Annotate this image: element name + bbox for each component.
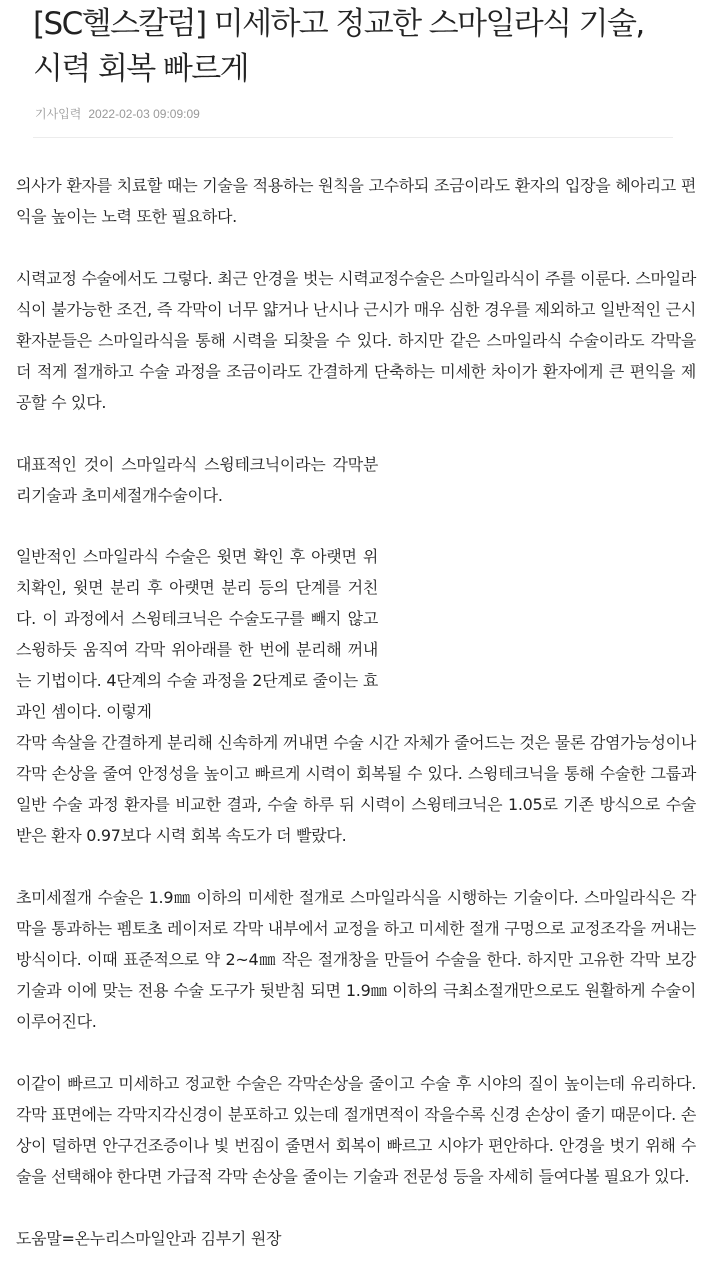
article-credit: 도움말=온누리스마일안과 김부기 원장 [16,1229,282,1248]
article-title: [SC헬스칼럼] 미세하고 정교한 스마일라식 기술, 시력 회복 빠르게 [33,6,644,87]
article-meta [35,105,200,122]
date-value: 2022-02-03 09:09:09 [88,107,200,121]
paragraph: 대표적인 것이 스마일라식 스윙테크닉이라는 각막분리기술과 초미세절개수술이다. [16,455,378,505]
title-divider [33,137,673,138]
paragraph: 이같이 빠르고 미세하고 정교한 수술은 각막손상을 줄이고 수술 후 시야의 질이 높이는데 유리하다. 각막 표면에는 각막지각신경이 분포하고 있는데 절개면적이 작을수록 신경 손상이 줄기 때문이다. 손상이 덜하면 안구건조증이나 빛 번짐이 줄면서 회복이 빠르고 시야가 편안하다. 안경을 벗기 위해 수술을 선택해야 한다면 가급적 각막 손상을 줄이는 기술과 전문성 등을 자세히 들여다볼 필요가 있다. [16,1074,696,1186]
paragraph: 의사가 환자를 치료할 때는 기술을 적용하는 원칙을 고수하되 조금이라도 환자의 입장을 헤아리고 편익을 높이는 노력 또한 필요하다. [16,176,696,226]
paragraph: 각막 속살을 간결하게 분리해 신속하게 꺼내면 수술 시간 자체가 줄어드는 것은 물론 감염가능성이나 각막 손상을 줄여 안정성을 높이고 빠르게 시력이 회복될 수 있다. 스윙테크닉을 통해 수술한 그룹과 일반 수술 과정 환자를 비교한 결과, 수술 하루 뒤 시력이 스윙테크닉은 1.05로 기존 방식으로 수술 받은 환자 0.97보다 시력 회복 속도가 더 빨랐다. [16,733,696,845]
date-label: 기사입력 [35,107,82,121]
paragraph: 초미세절개 수술은 1.9㎜ 이하의 미세한 절개로 스마일라식을 시행하는 기술이다. 스마일라식은 각막을 통과하는 펨토초 레이저로 각막 내부에서 교정을 하고 미세한 절개 구멍으로 교정조각을 꺼내는 방식이다. 이때 표준적으로 약 2~4㎜ 작은 절개창을 만들어 수술을 한다. 하지만 고유한 각막 보강 기술과 이에 맞는 전용 수술 도구가 뒷받침 되면 1.9㎜ 이하의 극최소절개만으로도 원활하게 수술이 이루어진다. [16,888,696,1031]
paragraph: 시력교정 수술에서도 그렇다. 최근 안경을 벗는 시력교정수술은 스마일라식이 주를 이룬다. 스마일라식이 불가능한 조건, 즉 각막이 너무 얇거나 난시나 근시가 매우 심한 경우를 제외하고 일반적인 근시환자분들은 스마일라식을 통해 시력을 되찾을 수 있다. 하지만 같은 스마일라식 수술이라도 각막을 더 적게 절개하고 수술 과정을 조금이라도 간결하게 단축하는 미세한 차이가 환자에게 큰 편익을 제공할 수 있다. [16,269,696,412]
paragraph: 일반적인 스마일라식 수술은 윗면 확인 후 아랫면 위치확인, 윗면 분리 후 아랫면 분리 등의 단계를 거친다. 이 과정에서 스윙테크닉은 수술도구를 빼지 않고 스윙하듯 움직여 각막 위아래를 한 번에 분리해 꺼내는 기법이다. 4단계의 수술 과정을 2단계로 줄이는 효과인 셈이다. 이렇게 [16,547,378,721]
